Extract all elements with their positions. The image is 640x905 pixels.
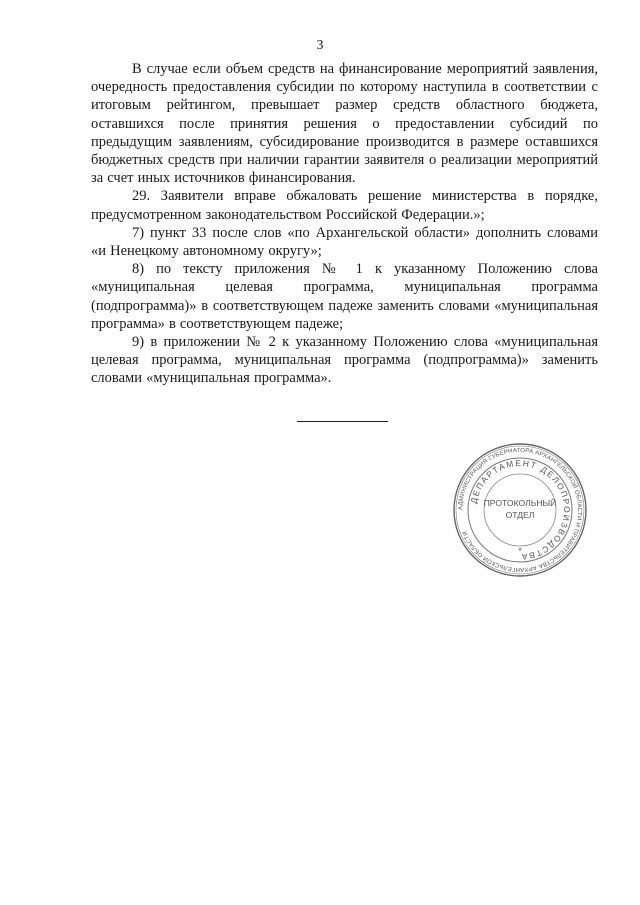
stamp-inner-text: ДЕПАРТАМЕНТ ДЕЛОПРОИЗВОДСТВА: [468, 457, 573, 563]
paragraph-item-7: 7) пункт 33 после слов «по Архангельской области» дополнить словами «и Ненецкому автономному округу»;: [91, 224, 598, 260]
paragraph-item-9: 9) в приложении № 2 к указанному Положению слова «муниципальная целевая программа, муниципальная программа (подпрограмма)» заменить словами «муниципальная программа».: [91, 334, 598, 387]
paragraph-item-8: 8) по тексту приложения № 1 к указанному Положению слова «муниципальная целевая программа, муниципальная программа (подпрограмма)» в соответствующем падеже заменить словами «муниципальная программа» в соответствующем падеже;: [91, 261, 598, 332]
stamp-outer-text: АДМИНИСТРАЦИЯ ГУБЕРНАТОРА АРХАНГЕЛЬСКОЙ ОБЛАСТИ И ПРАВИТЕЛЬСТВА АРХАНГЕЛЬСКОЙ ОБЛАСТИ: [457, 447, 583, 573]
paragraph-funding-case: В случае если объем средств на финансирование мероприятий заявления, очередность предоставления субсидии по которому наступила в соответствии с итоговым рейтингом, превышает размер средств областного бюджета, оставшихся после принятия решения о предоставлении субсидий по предыдущим заявлениям, субсидирование производится в размере оставшихся бюджетных средств при наличии гарантии заявителя о реализации мероприятий за счет иных источников финансирования.: [91, 61, 598, 187]
page-number: 3: [316, 38, 324, 53]
document-body: [91, 60, 598, 388]
paragraph-appeal-clause: 29. Заявители вправе обжаловать решение министерства в порядке, предусмотренном законодательством Российской Федерации.»;: [91, 188, 598, 223]
document-end-rule: [297, 421, 388, 422]
stamp-center-line1: ПРОТОКОЛЬНЫЙ: [483, 498, 557, 508]
stamp-seal-graphic: [452, 442, 588, 578]
stamp-star-icon: *: [518, 546, 522, 556]
stamp-center-line2: ОТДЕЛ: [505, 510, 535, 520]
official-stamp: [452, 442, 588, 578]
